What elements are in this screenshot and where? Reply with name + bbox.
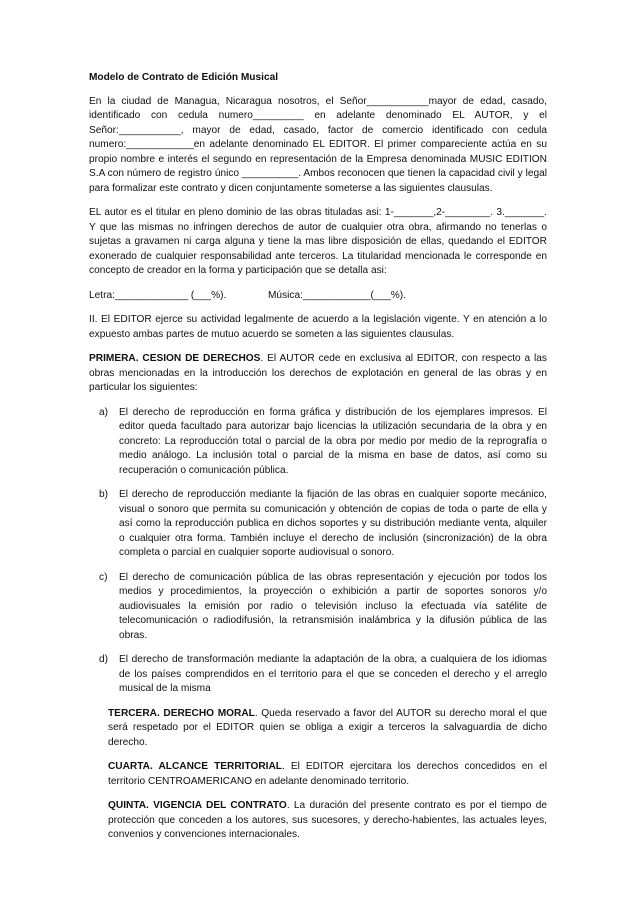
clause-heading: QUINTA. VIGENCIA DEL CONTRATO — [108, 800, 287, 811]
clause-text: . Queda reservado a favor del AUTOR su derecho moral el que será respetado por el EDITOR quien se obliga a exigir a terceros la salvaguardia de dicho derecho. — [108, 707, 547, 748]
clause-heading: PRIMERA. CESION DE DERECHOS — [89, 353, 261, 364]
clause-cuarta — [89, 760, 547, 789]
document-title: Modelo de Contrato de Edición Musical — [89, 72, 279, 83]
editor-paragraph: II. El EDITOR ejerce su actividad legalmente de acuerdo a la legislación vigente. Y en atención a lo expuesto ambas partes de mutuo acuerdo se someten a las siguientes clausulas. — [89, 314, 547, 340]
list-item-text: El derecho de comunicación pública de las obras representación y ejecución por todos los medios y procedimientos, la proyección o exhibición a partir de soportes sonoros y/o audiovisuales la emisión por radio o televisión incluso la efectuada vía satélite de telecomunicación o radiodifusión, la retransmisión inalámbrica y la difusión pública de las obras. — [119, 571, 547, 641]
clause-tercera — [89, 707, 547, 751]
list-item-text: El derecho de reproducción en forma gráfica y distribución de los ejemplares impresos. El editor queda facultado para autorizar bajo licencias la utilización secundaria de la obra y en concreto: La reproducción total o parcial de la obra por medio por medio de la reprografía o medio análogo. La inclusión total o parcial de la misma en base de datos, así como su recuperación o comunicación pública. — [119, 406, 547, 476]
list-marker: b) — [99, 489, 109, 500]
list-item — [89, 571, 547, 644]
clause-text: . El EDITOR ejercitara los derechos concedidos en el territorio CENTROAMERICANO en adelante denominado territorio. — [108, 761, 547, 787]
list-item-text: El derecho de transformación mediante la adaptación de la obra, a cualquiera de los idiomas de los países comprendidos en el territorio para el que se conceden el derecho y el arreglo musical de la misma — [119, 654, 547, 694]
share-line — [89, 289, 547, 304]
clause-quinta — [89, 799, 547, 843]
letra-share: Letra:_____________ (___%). — [89, 289, 227, 301]
clause-primera — [89, 352, 547, 396]
ownership-paragraph: EL autor es el titular en pleno dominio de las obras tituladas asi: 1-_______,2-________. 3._______. Y que las mismas no infringen derechos de autor de cualquier otra obra, afirmando no tenerlas o sujetas a gravamen ni carga alguna y tiene la mas libre disposición de ellas, quedando el EDITOR exonerado de cualquier responsabilidad ante terceros. La titularidad mencionada le corresponde en concepto de creador en la forma y participación que se detalla asi: — [89, 207, 547, 276]
rights-list — [89, 406, 547, 697]
list-marker: d) — [99, 654, 109, 665]
intro-paragraph: En la ciudad de Managua, Nicaragua nosotros, el Señor___________mayor de edad, casado, identificado con cedula numero_________ en adelante denominado EL AUTOR, y el Señor:___________, mayor de edad, casado, factor de comercio identificado con cedula numero:____________en adelante denominado EL EDITOR. El primer compareciente actúa en su propio nombre e interés el segundo en representación de la Empresa denominada MUSIC EDITION S.A con número de registro único __________. Ambos reconocen que tienen la capacidad civil y legal para formalizar este contrato y dicen conjuntamente someterse a las siguientes clausulas. — [89, 95, 547, 194]
clause-text: . La duración del presente contrato es por el tiempo de protección que conceden a los autores, sus sucesores, y derecho-habientes, las actuales leyes, convenios y convenciones internacionales. — [108, 800, 547, 840]
list-item — [89, 653, 547, 697]
list-item — [89, 488, 547, 561]
document-page — [89, 71, 547, 853]
clause-heading: TERCERA. DERECHO MORAL — [108, 707, 255, 719]
clause-heading: CUARTA. ALCANCE TERRITORIAL — [108, 761, 282, 772]
list-item-text: El derecho de reproducción mediante la fijación de las obras en cualquier soporte mecánico, visual o sonoro que permita su comunicación y obtención de copias de toda o parte de ella y así como la reproducción publica en dichos soportes y su distribución mediante venta, alquiler o cualquier otra forma. También incluye el derecho de inclusión (sincronización) de la obra completa o parcial en cualquier soporte audiovisual o sonoro. — [119, 489, 547, 558]
list-marker: a) — [99, 406, 109, 418]
musica-share: Música:____________(___%). — [268, 289, 406, 301]
clause-text: . El AUTOR cede en exclusiva al EDITOR, con respecto a las obras mencionadas en la introducción los derechos de explotación en general de las obras y en particular los siguientes: — [89, 353, 547, 393]
list-marker: c) — [99, 571, 108, 583]
list-item — [89, 406, 547, 479]
